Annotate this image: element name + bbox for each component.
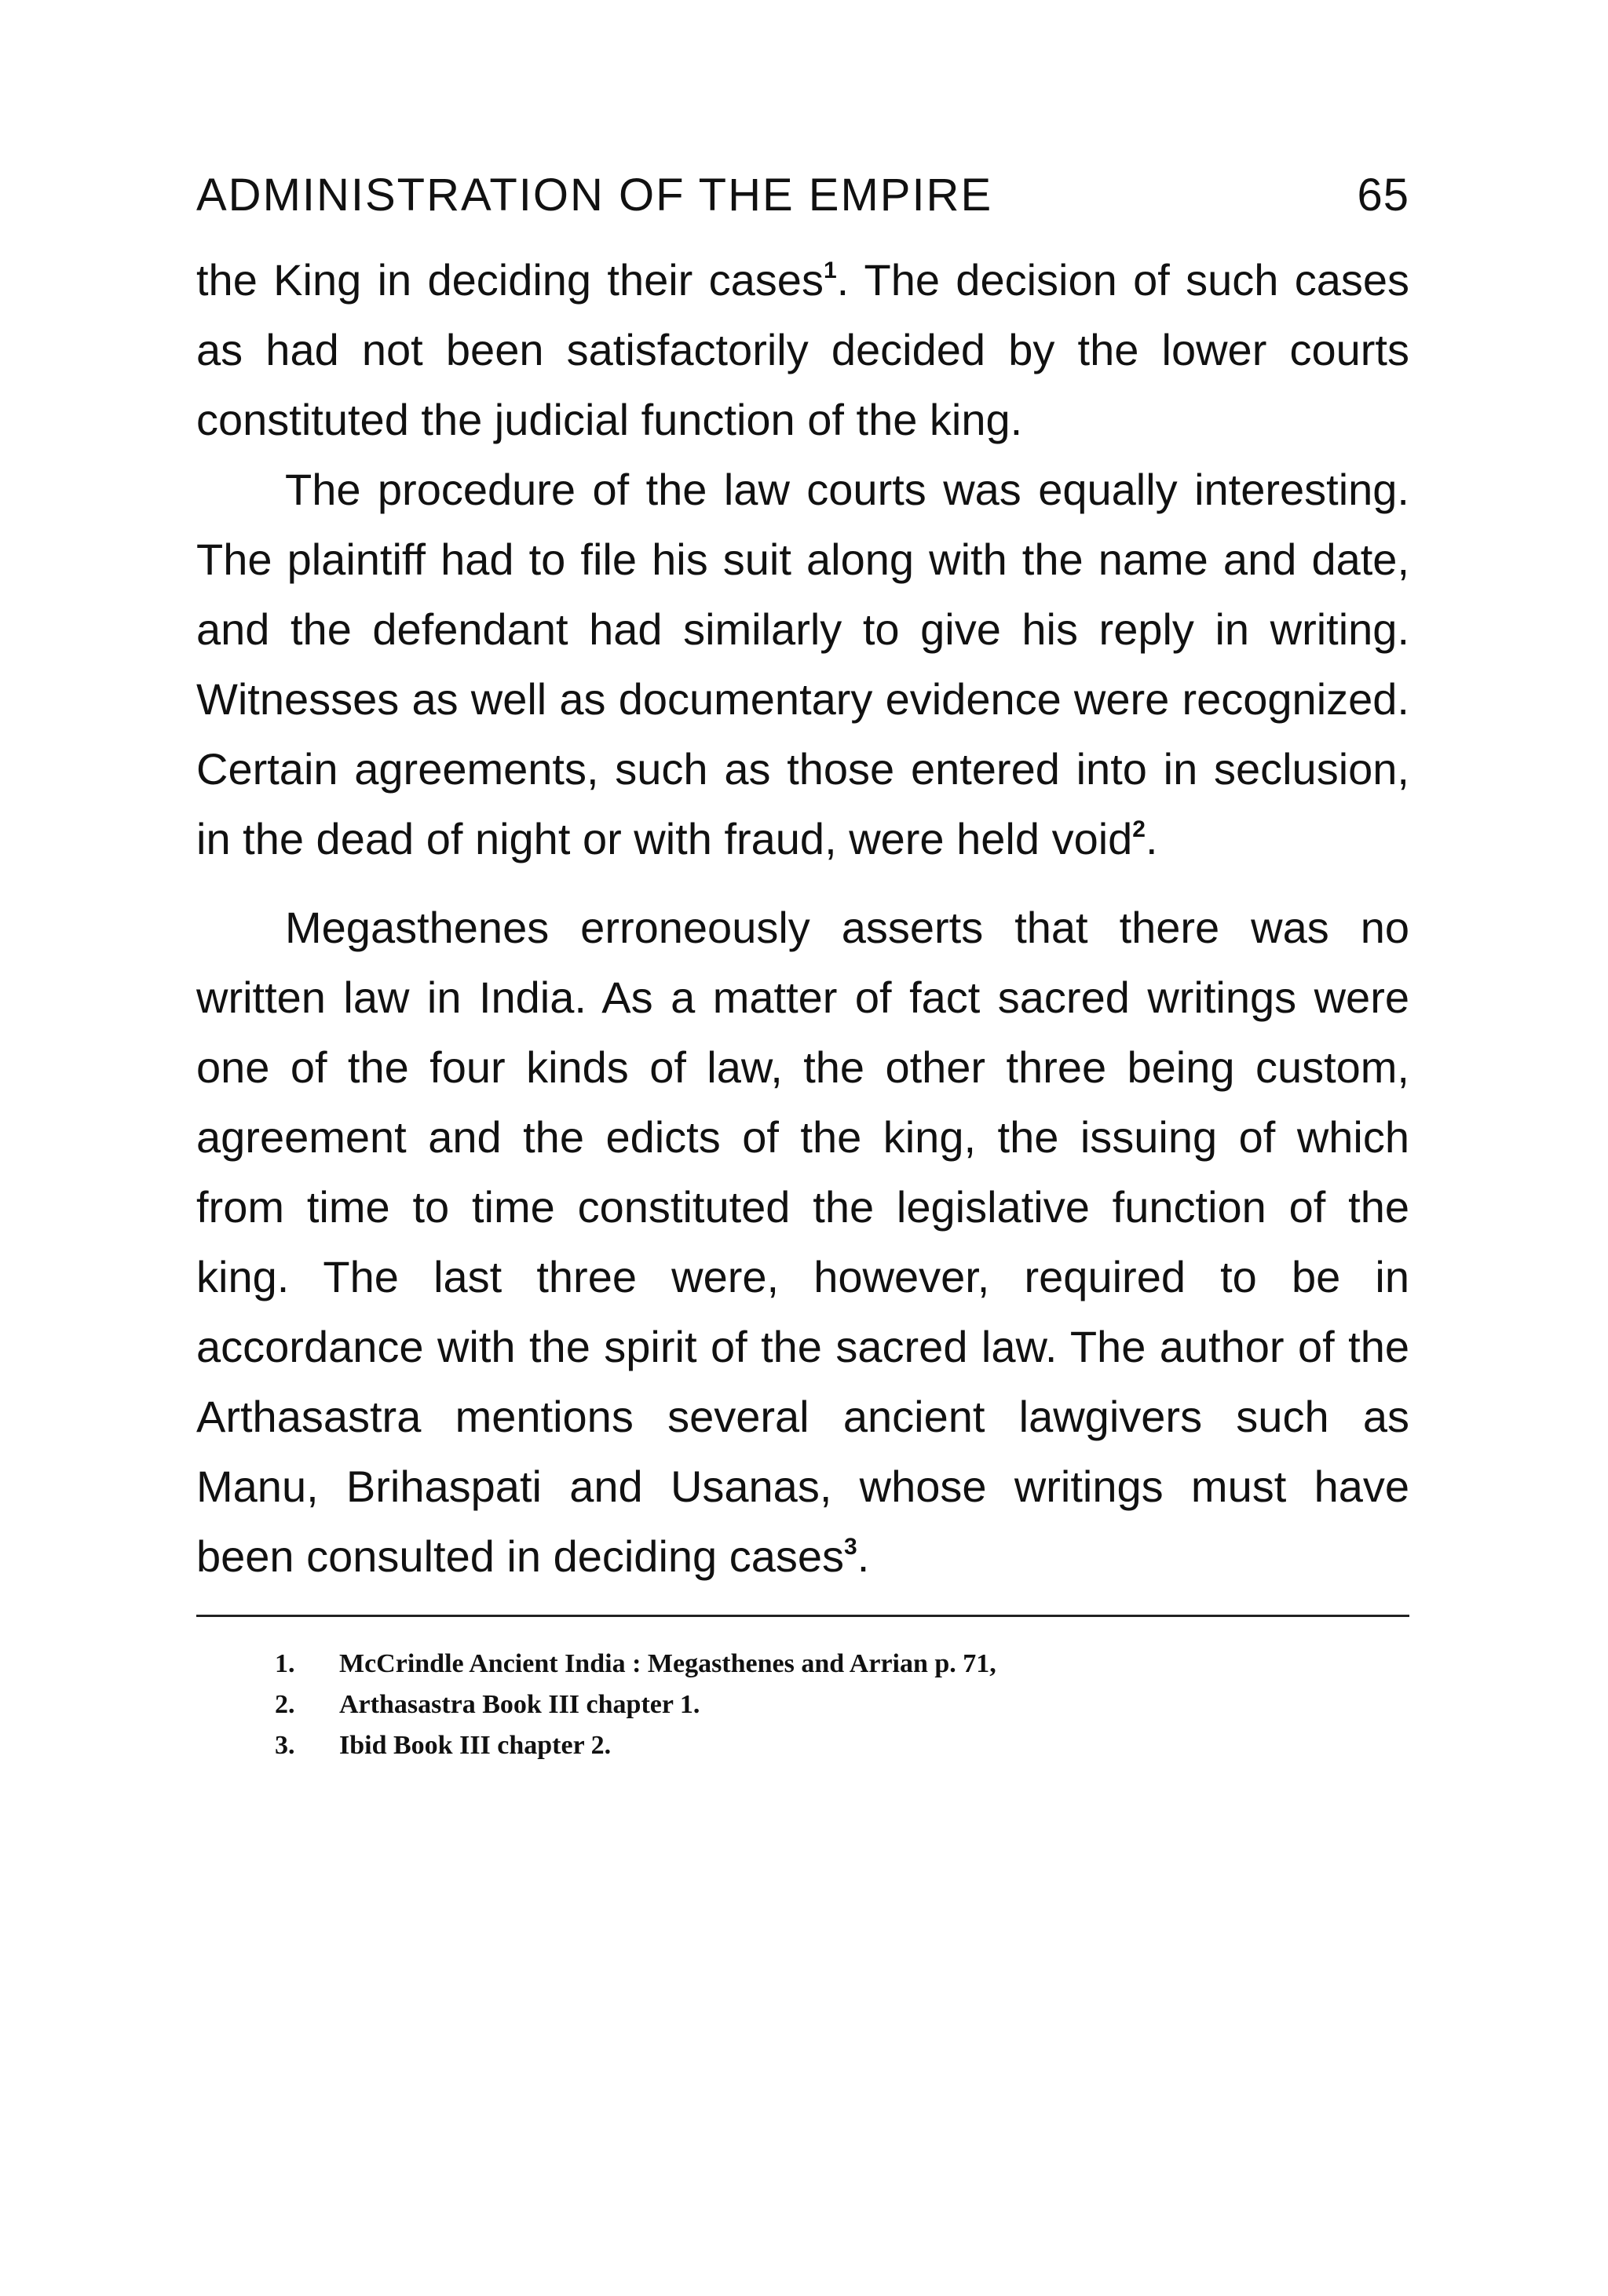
footnote-text: Ibid Book III chapter 2. bbox=[339, 1731, 612, 1760]
body-text bbox=[196, 245, 1409, 1591]
footnote bbox=[275, 1685, 1409, 1725]
footnote-text: McCrindle Ancient India : Megasthenes and Arrian p. 71, bbox=[339, 1649, 996, 1678]
page-number: 65 bbox=[1357, 170, 1409, 221]
paragraph-text: the King in deciding their cases bbox=[196, 255, 824, 305]
footnotes bbox=[196, 1644, 1409, 1766]
paragraph bbox=[196, 892, 1409, 1591]
footnote bbox=[275, 1644, 1409, 1685]
footnote-number: 3. bbox=[275, 1731, 295, 1760]
footnote-marker: 3 bbox=[844, 1534, 857, 1560]
paragraph-text: . The decision of such cases as had not been satisfactorily decided by the lower courts constituted the judicial function of the king. bbox=[196, 255, 1409, 444]
footnote bbox=[275, 1725, 1409, 1766]
paragraph-text: . bbox=[857, 1531, 870, 1581]
footnote-divider bbox=[196, 1615, 1409, 1617]
paragraph-text: . bbox=[1145, 814, 1158, 863]
running-head bbox=[196, 169, 1409, 221]
paragraph bbox=[196, 454, 1409, 874]
paragraph bbox=[196, 245, 1409, 454]
footnote-number: 2. bbox=[275, 1690, 295, 1719]
paragraph-text: Megasthenes erroneously asserts that there was no written law in India. As a matter of fact sacred writings were one of the four kinds of law, the other three being custom, agreement and the edicts of the king, the issuing of which from time to time constituted the legislative function of the king. The last three were, however, required to be in accordance with the spirit of the sacred law. The author of the Arthasastra mentions several ancient lawgivers such as Manu, Brihaspati and Usanas, whose writings must have been consulted in deciding cases bbox=[196, 903, 1409, 1581]
book-page bbox=[196, 169, 1409, 1766]
footnote-marker: 2 bbox=[1132, 816, 1146, 842]
footnote-marker: 1 bbox=[823, 257, 837, 283]
footnote-text: Arthasastra Book III chapter 1. bbox=[339, 1690, 700, 1719]
footnote-number: 1. bbox=[275, 1649, 295, 1678]
paragraph-text: The procedure of the law courts was equally interesting. The plaintiff had to file his suit along with the name and date, and the defendant had similarly to give his reply in writing. Witnesses as well as documentary evidence were recognized. Certain agreements, such as those entered into in seclusion, in the dead of night or with fraud, were held void bbox=[196, 465, 1409, 863]
chapter-title: ADMINISTRATION OF THE EMPIRE bbox=[196, 170, 993, 221]
